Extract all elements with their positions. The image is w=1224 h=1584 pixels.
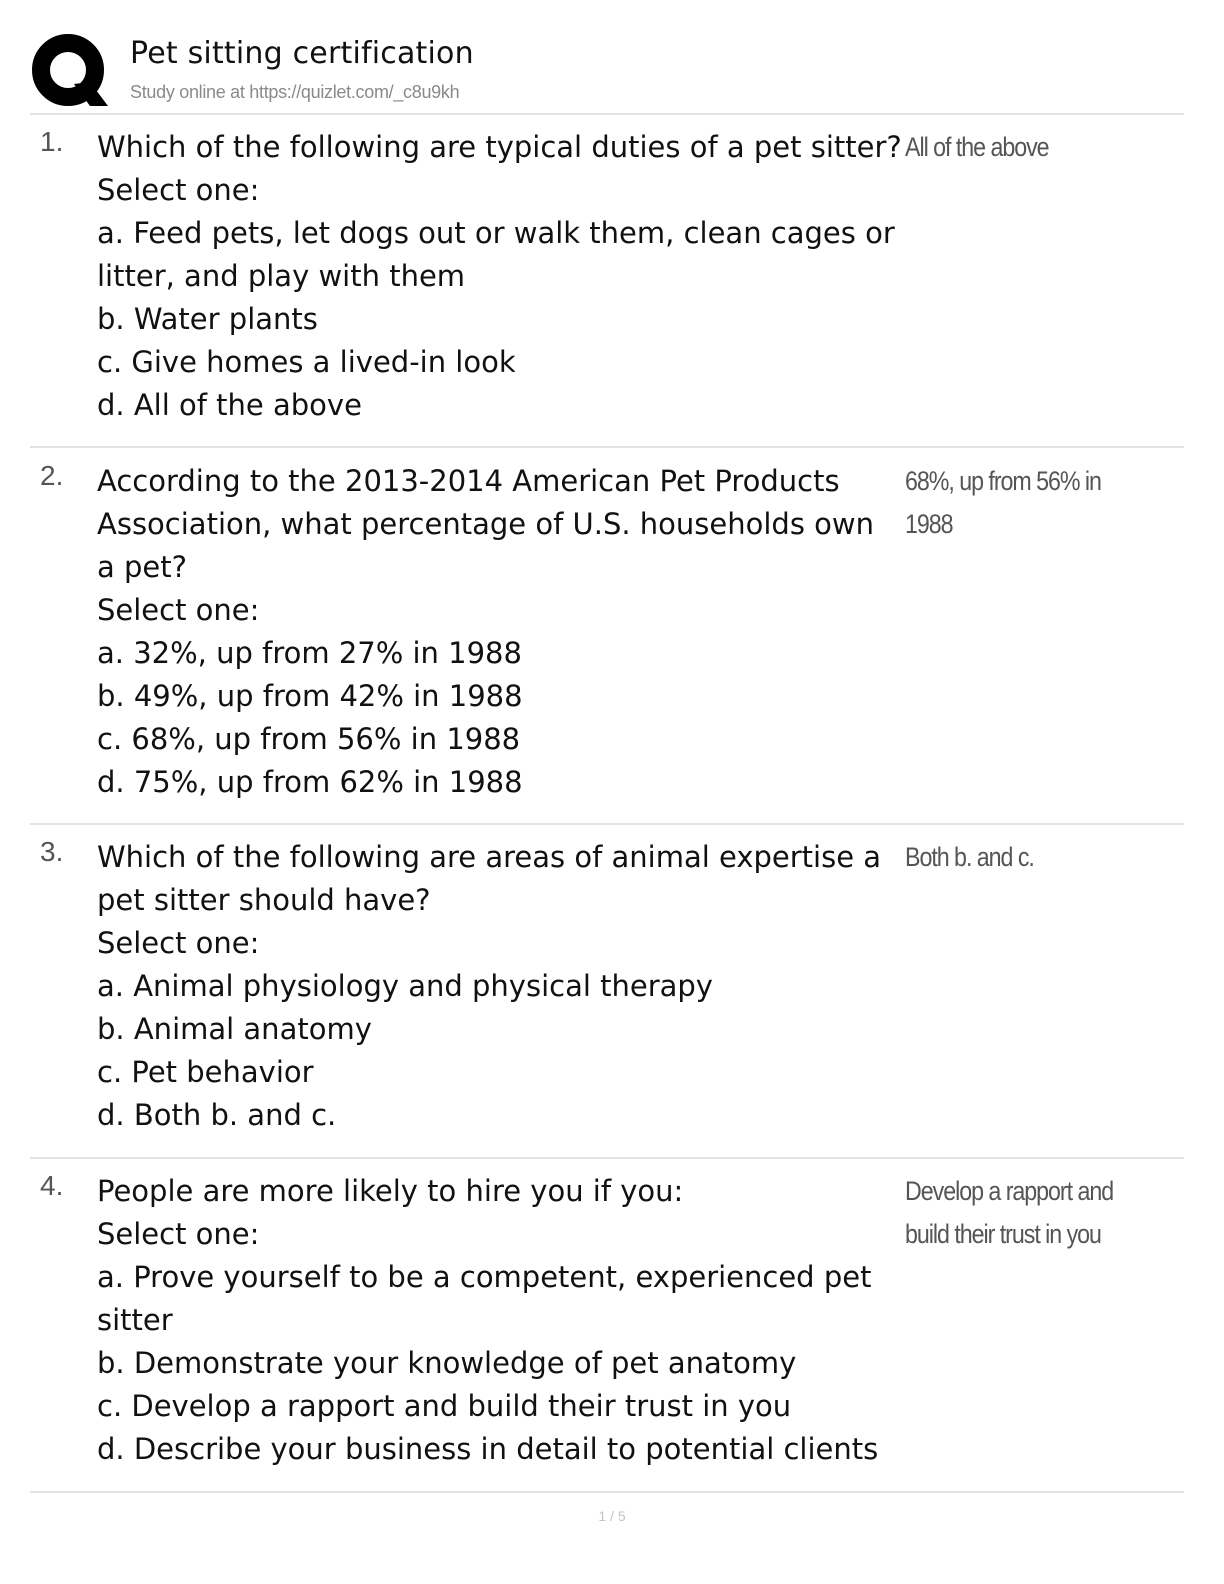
answer-text	[905, 126, 1142, 169]
question-text	[97, 126, 902, 427]
question-line: Association, what percentage of U.S. households own	[97, 507, 874, 541]
question-line: Which of the following are typical duties of a pet sitter?	[97, 130, 902, 164]
document-title: Pet sitting certification	[130, 36, 474, 71]
question-number: 4.	[40, 1170, 64, 1201]
question-line: Select one:	[97, 926, 260, 960]
answer-line: Develop a rapport and	[905, 1176, 1114, 1206]
question-line: b. Animal anatomy	[97, 1012, 372, 1046]
question-line: People are more likely to hire you if you:	[97, 1174, 684, 1208]
question-line: c. 68%, up from 56% in 1988	[97, 722, 521, 756]
question-line: a. 32%, up from 27% in 1988	[97, 636, 522, 670]
question-divider	[30, 823, 1184, 825]
header-divider	[30, 113, 1184, 115]
answer-line: 68%, up from 56% in 1988	[905, 466, 1101, 539]
answer-line: All of the above	[905, 132, 1049, 162]
question-text	[97, 1170, 897, 1471]
question-line: d. Both b. and c.	[97, 1098, 337, 1132]
question-number: 1.	[40, 126, 64, 157]
answer-line: build their trust in you	[905, 1219, 1101, 1249]
question-line: a pet?	[97, 550, 188, 584]
question-line: b. 49%, up from 42% in 1988	[97, 679, 523, 713]
answer-text	[905, 1170, 1142, 1256]
answer-text	[905, 460, 1142, 546]
quizlet-logo-icon	[30, 32, 110, 112]
footer-divider	[30, 1491, 1184, 1493]
question-line: Select one:	[97, 1217, 260, 1251]
question-line: b. Water plants	[97, 302, 318, 336]
document-header	[30, 30, 1184, 114]
question-line: According to the 2013-2014 American Pet Products	[97, 464, 840, 498]
question-divider	[30, 1157, 1184, 1159]
answer-line: Both b. and c.	[905, 842, 1034, 872]
question-line: d. Describe your business in detail to potential clients	[97, 1432, 879, 1466]
question-line: a. Animal physiology and physical therapy	[97, 969, 713, 1003]
question-line: c. Give homes a lived-in look	[97, 345, 516, 379]
question-line: sitter	[97, 1303, 173, 1337]
page-number: 1 / 5	[598, 1508, 626, 1524]
answer-text	[905, 836, 1142, 879]
question-line: a. Feed pets, let dogs out or walk them, clean cages or	[97, 216, 895, 250]
question-divider	[30, 446, 1184, 448]
question-line: c. Develop a rapport and build their trust in you	[97, 1389, 792, 1423]
question-line: a. Prove yourself to be a competent, experienced pet	[97, 1260, 872, 1294]
question-line: d. All of the above	[97, 388, 362, 422]
question-line: pet sitter should have?	[97, 883, 431, 917]
question-number: 2.	[40, 460, 64, 491]
question-line: d. 75%, up from 62% in 1988	[97, 765, 523, 799]
question-line: litter, and play with them	[97, 259, 466, 293]
question-line: Select one:	[97, 173, 260, 207]
question-line: Which of the following are areas of animal expertise a	[97, 840, 882, 874]
study-link: Study online at https://quizlet.com/_c8u9kh	[130, 82, 460, 102]
question-text	[97, 836, 897, 1137]
question-line: b. Demonstrate your knowledge of pet anatomy	[97, 1346, 797, 1380]
question-text	[97, 460, 897, 804]
question-line: Select one:	[97, 593, 260, 627]
question-number: 3.	[40, 836, 64, 867]
question-line: c. Pet behavior	[97, 1055, 314, 1089]
